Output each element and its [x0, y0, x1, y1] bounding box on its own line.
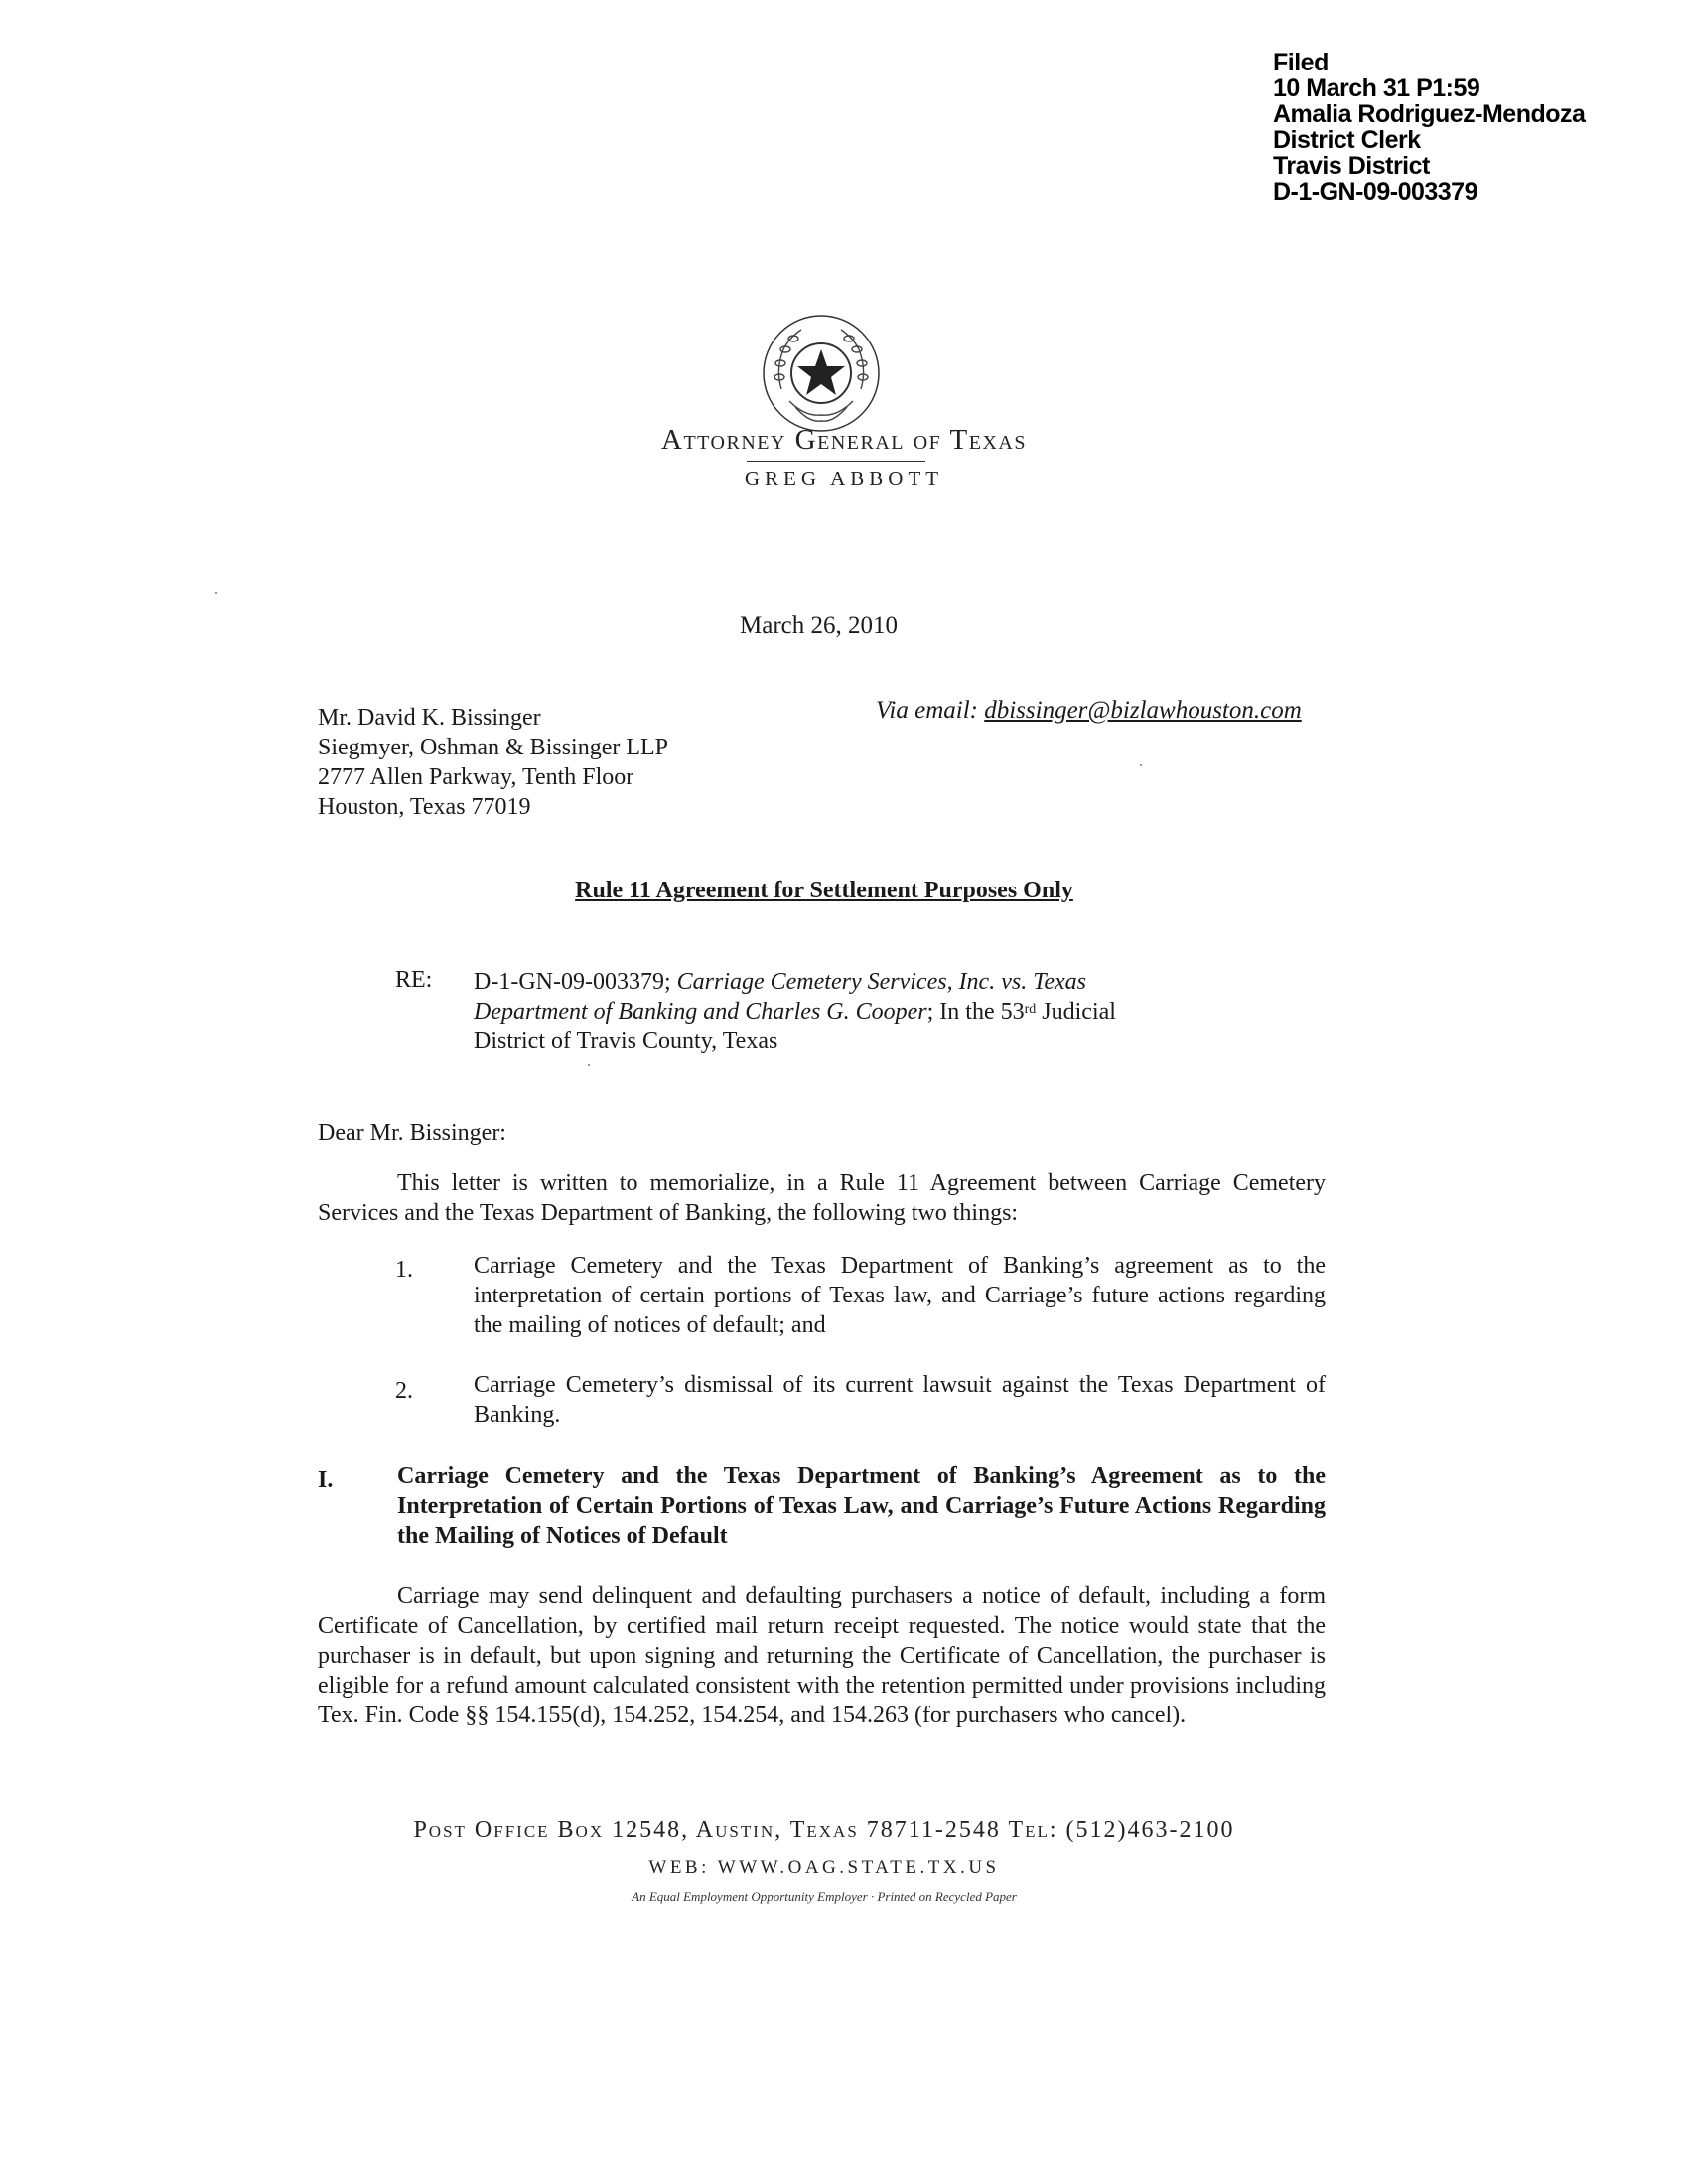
- case-number: D-1-GN-09-003379;: [474, 969, 671, 995]
- court-post: Judicial District of Travis County, Texas: [474, 999, 1116, 1054]
- recipient-line: 2777 Allen Parkway, Tenth Floor: [318, 764, 634, 790]
- list-item-number: 2.: [395, 1378, 413, 1404]
- footer-eeo-notice: An Equal Employment Opportunity Employer · Printed on Recycled Paper: [632, 1889, 1017, 1904]
- re-label: RE:: [395, 967, 433, 993]
- section-number: I.: [318, 1467, 334, 1493]
- court-superscript: rd: [1024, 1002, 1037, 1017]
- stamp-line: Filed: [1273, 49, 1329, 76]
- section-heading: Carriage Cemetery and the Texas Department of Banking’s Agreement as to the Interpretation of Certain Portions of Texas Law, and Carriage’s Future Actions Regarding the Mailing of Notices of Default: [397, 1463, 1326, 1549]
- recipient-line: Houston, Texas 77019: [318, 794, 531, 820]
- subject-heading: Rule 11 Agreement for Settlement Purposes Only: [575, 878, 1073, 903]
- stamp-line: Amalia Rodriguez-Mendoza: [1273, 100, 1586, 128]
- case-name: Carriage Cemetery Services, Inc. vs. Texas Department of Banking and Charles G. Cooper: [474, 969, 1086, 1024]
- stamp-line: Travis District: [1273, 152, 1430, 180]
- list-item-number: 1.: [395, 1257, 413, 1283]
- delivery-method: [876, 697, 1302, 725]
- scan-speck: [215, 592, 217, 594]
- texas-seal-star-icon: [760, 312, 883, 435]
- scan-speck: [1140, 764, 1142, 766]
- delivery-label: Via email:: [876, 697, 978, 724]
- recipient-line: Siegmyer, Oshman & Bissinger LLP: [318, 735, 669, 760]
- letter-date: March 26, 2010: [740, 613, 898, 639]
- letterhead-office: Attorney General of Texas: [661, 424, 1027, 456]
- email-link[interactable]: dbissinger@bizlawhouston.com: [984, 697, 1302, 724]
- footer-address: Post Office Box 12548, Austin, Texas 78711-2548 Tel: (512)463-2100: [413, 1817, 1235, 1843]
- stamp-line: 10 March 31 P1:59: [1273, 74, 1480, 102]
- re-text: [474, 967, 1189, 1056]
- court-pre: ; In the 53: [926, 999, 1025, 1024]
- footer-website: WEB: WWW.OAG.STATE.TX.US: [648, 1857, 1000, 1878]
- list-item-text: Carriage Cemetery and the Texas Department of Banking’s agreement as to the interpretation of certain portions of Texas law, and Carriage’s future actions regarding the mailing of notices of default; and: [474, 1253, 1326, 1338]
- intro-paragraph: This letter is written to memorialize, in a Rule 11 Agreement between Carriage Cemetery Services and the Texas Department of Banking, the following two things:: [318, 1170, 1326, 1226]
- salutation: Dear Mr. Bissinger:: [318, 1120, 506, 1146]
- recipient-line: Mr. David K. Bissinger: [318, 705, 541, 731]
- stamp-line: D-1-GN-09-003379: [1273, 178, 1477, 205]
- letterhead-name: GREG ABBOTT: [744, 467, 944, 490]
- scan-speck: [588, 1064, 590, 1066]
- section-body-paragraph: Carriage may send delinquent and defaulting purchasers a notice of default, including a form Certificate of Cancellation, by certified mail return receipt requested. The notice would state that the purchaser is in default, but upon signing and returning the Certificate of Cancellation, the purchaser is eligible for a refund amount calculated consistent with the retention permitted under provisions including Tex. Fin. Code §§ 154.155(d), 154.252, 154.254, and 154.263 (for purchasers who cancel).: [318, 1583, 1326, 1728]
- stamp-line: District Clerk: [1273, 126, 1421, 154]
- letterhead-rule: [747, 461, 925, 462]
- recipient-address: [318, 703, 668, 822]
- list-item-text: Carriage Cemetery’s dismissal of its current lawsuit against the Texas Department of Banking.: [474, 1372, 1326, 1428]
- filing-stamp: [1273, 50, 1670, 205]
